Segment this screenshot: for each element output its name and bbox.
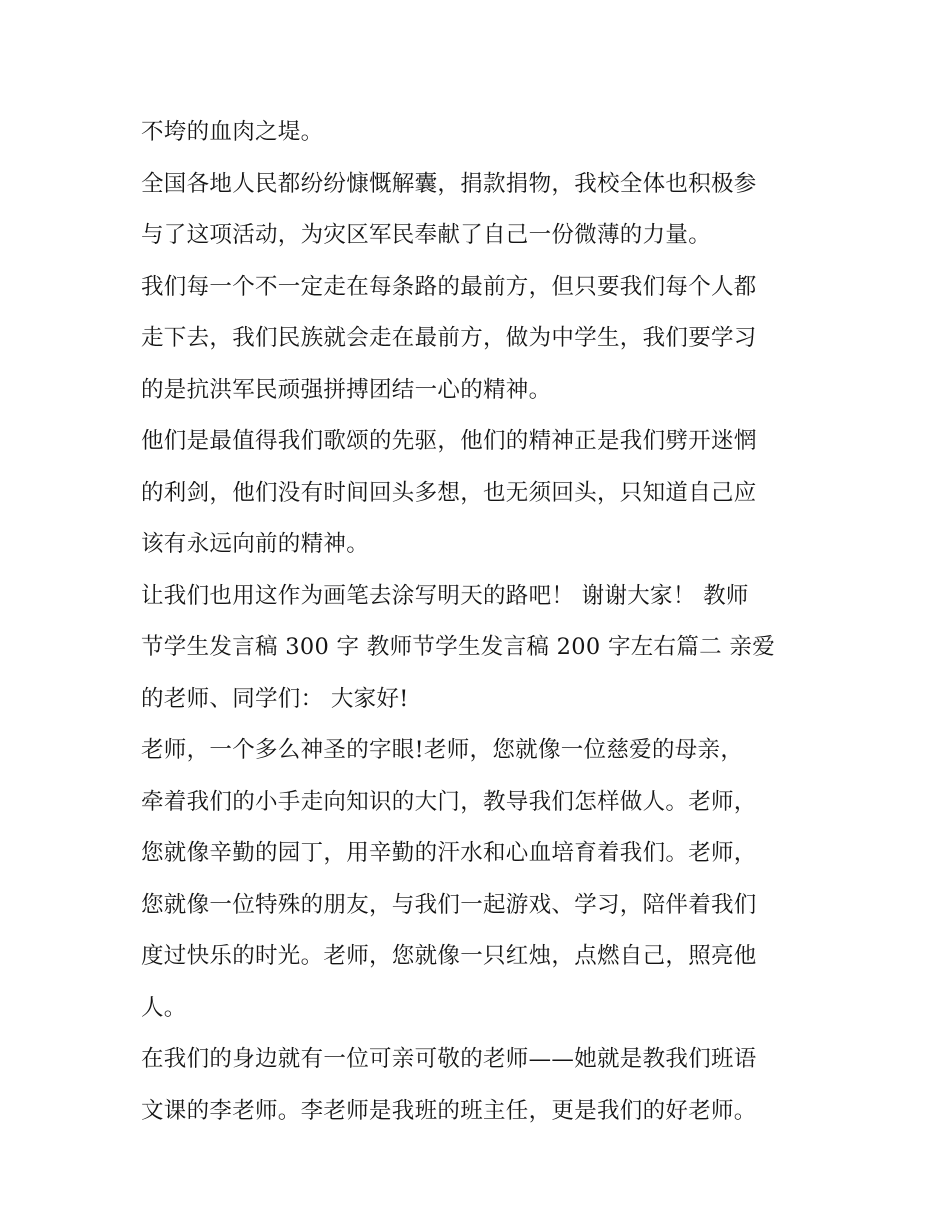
text-line: 他们是最值得我们歌颂的先驱，他们的精神正是我们劈开迷惘 — [141, 428, 757, 454]
text-line: 我们每一个不一定走在每条路的最前方，但只要我们每个人都 — [141, 273, 757, 300]
text-line: 牵着我们的小手走向知识的大门，教导我们怎样做人。老师， — [141, 788, 757, 815]
text-line: 在我们的身边就有一位可亲可敬的老师——她就是教我们班语 — [141, 1046, 757, 1072]
text-line: 您就像辛勤的园丁，用辛勤的汗水和心血培育着我们。老师， — [141, 840, 757, 866]
text-line: 您就像一位特殊的朋友，与我们一起游戏、学习，陪伴着我们 — [141, 891, 757, 918]
text-line: 的是抗洪军民顽强拼搏团结一心的精神。 — [141, 376, 552, 403]
text-line: 该有永远向前的精神。 — [141, 531, 370, 557]
text-line: 不垮的血肉之堤。 — [141, 119, 324, 145]
text-line: 文课的李老师。李老师是我班的班主任，更是我们的好老师。 — [141, 1097, 757, 1124]
text-line: 人。 — [141, 994, 187, 1021]
text-line: 的老师、同学们： 大家好! — [141, 685, 409, 712]
text-line: 让我们也用这作为画笔去涂写明天的路吧！ 谢谢大家！ 教师 — [141, 582, 749, 609]
text-line: 度过快乐的时光。老师，您就像一只红烛，点燃自己，照亮他 — [141, 943, 757, 969]
text-line: 老师，一个多么神圣的字眼!老师，您就像一位慈爱的母亲， — [141, 737, 744, 763]
text-line: 走下去，我们民族就会走在最前方，做为中学生，我们要学习 — [141, 325, 757, 351]
text-line: 全国各地人民都纷纷慷慨解囊，捐款捐物，我校全体也积极参 — [141, 170, 757, 197]
text-line: 与了这项活动，为灾区军民奉献了自己一份微薄的力量。 — [141, 222, 712, 248]
text-line: 节学生发言稿 300 字 教师节学生发言稿 200 字左右篇二 亲爱 — [141, 634, 776, 660]
body-text — [141, 107, 821, 1137]
text-line: 的利剑，他们没有时间回头多想，也无须回头，只知道自己应 — [141, 479, 757, 506]
